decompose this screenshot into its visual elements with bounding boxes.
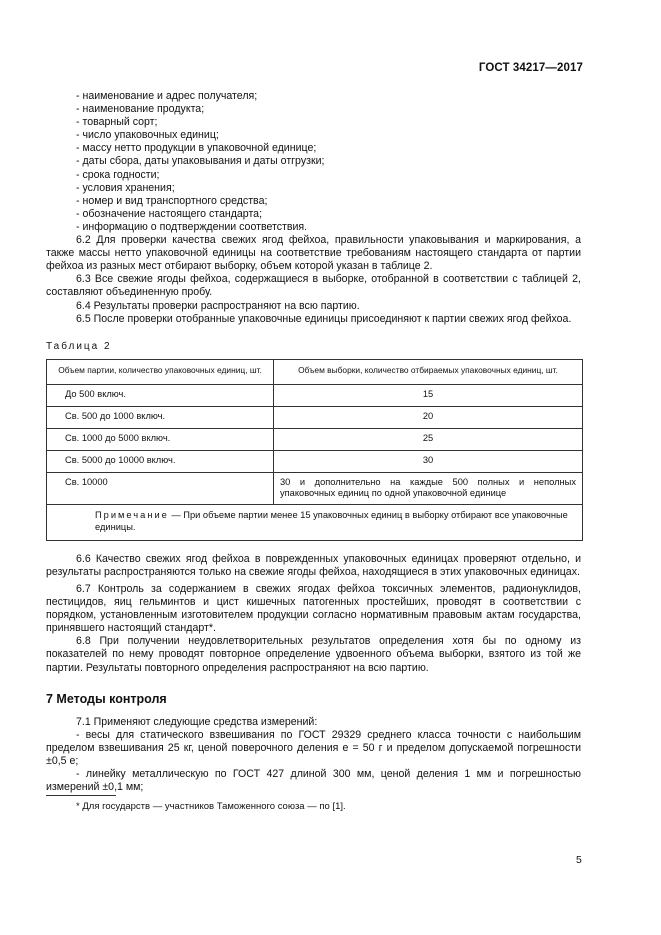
table-cell-sample: 15 [274, 384, 583, 406]
list-item: - наименование и адрес получателя; [76, 90, 258, 102]
list-item: - наименование продукта; [76, 103, 205, 116]
table-note-label: Примечание [95, 510, 169, 521]
paragraph-ruler: - линейку металлическую по ГОСТ 427 длиной 300 мм, ценой деления 1 мм и погрешностью измерений ±0,1 мм; [46, 768, 581, 794]
table-cell-lot: До 500 включ. [47, 384, 274, 406]
table-cell-lot: Св. 5000 до 10000 включ. [47, 450, 274, 472]
table-caption: Таблица 2 [46, 340, 112, 352]
table-note-text: — При объеме партии менее 15 упаковочных единиц в выборку отбирают все упаковочные единицы. [95, 510, 568, 532]
table-cell-sample: 20 [274, 406, 583, 428]
paragraph-6-3: 6.3 Все свежие ягоды фейхоа, содержащиеся в выборке, отобранной в соответствии с таблицей 2, составляют объединенную пробу. [46, 273, 581, 299]
paragraphs-control [46, 553, 581, 675]
paragraph-6-2: 6.2 Для проверки качества свежих ягод фейхоа, правильности упаковывания и маркирования, а также массы нетто упаковочной единицы на соответствие требованиям настоящего стандарта от партии фейхоа из разных мест отбирают выборку, объем которой указан в таблице 2. [46, 234, 581, 273]
section-title: 7 Методы контроля [46, 691, 167, 706]
page-content [46, 90, 581, 794]
paragraph-scales: - весы для статического взвешивания по ГОСТ 29329 среднего класса точности с наибольшим пределом взвешивания 25 кг, ценой поверочного деления е = 50 г и пределом допускаемой погрешности ±0,5 е; [46, 728, 581, 767]
sampling-table [46, 359, 583, 541]
table-note-row [47, 505, 583, 541]
document-id-header: ГОСТ 34217—2017 [478, 62, 583, 74]
list-item: - срока годности; [76, 168, 160, 181]
table-header-row [47, 359, 583, 384]
paragraphs-sampling [46, 234, 581, 326]
list-item: - номер и вид транспортного средства; [76, 194, 268, 207]
table-cell-sample: 30 [274, 450, 583, 472]
table-cell-sample: 30 и дополнительно на каждые 500 полных и неполных упаковочных единиц по одной упаковочной единице [274, 472, 583, 505]
table-row [47, 406, 583, 428]
footnote: * Для государств — участников Таможенного союза — по [1]. [76, 801, 346, 812]
paragraph-6-7: 6.7 Контроль за содержанием в свежих ягодах фейхоа токсичных элементов, радионуклидов, пестицидов, яиц гельминтов и цист кишечных патогенных простейших, проводят в соответствии с порядком, установленным изготовителем продукции согласно нормативным правовым актам государства, принявшего настоящий стандарт*. [46, 582, 581, 635]
list-item: - товарный сорт; [76, 116, 158, 129]
list-item: - обозначение настоящего стандарта; [76, 207, 263, 220]
paragraph-6-4: 6.4 Результаты проверки распространяют на всю партию. [76, 299, 360, 312]
table-row [47, 450, 583, 472]
list-item: - массу нетто продукции в упаковочной единице; [76, 142, 317, 155]
table-cell-sample: 25 [274, 428, 583, 450]
paragraph-6-5: 6.5 После проверки отобранные упаковочные единицы присоединяют к партии свежих ягод фейхоа. [76, 312, 572, 325]
table-row [47, 384, 583, 406]
table-cell-lot: Св. 10000 [47, 472, 274, 505]
table-header-sample-size: Объем выборки, количество отбираемых упаковочных единиц, шт. [274, 359, 583, 384]
list-item: - число упаковочных единиц; [76, 129, 219, 142]
table-row [47, 472, 583, 505]
marking-list [76, 90, 581, 234]
list-item: - условия хранения; [76, 181, 175, 194]
list-item: - даты сбора, даты упаковывания и даты отгрузки; [76, 155, 325, 168]
table-note [47, 505, 583, 541]
table-cell-lot: Св. 1000 до 5000 включ. [47, 428, 274, 450]
paragraph-7-1: 7.1 Применяют следующие средства измерений: [76, 715, 318, 728]
paragraph-6-6: 6.6 Качество свежих ягод фейхоа в поврежденных упаковочных единицах проверяют отдельно, и результаты распространяются только на свежие ягоды фейхоа, находящиеся в этих упаковочных единицах. [46, 552, 581, 578]
page-number: 5 [576, 854, 582, 866]
table-row [47, 428, 583, 450]
paragraph-6-8: 6.8 При получении неудовлетворительных результатов определения хотя бы по одному из показателей по нему проводят повторное определение удвоенного объема выборки, взятого из той же партии. Результаты повторного определения распространяют на всю партию. [46, 635, 581, 674]
list-item: - информацию о подтверждении соответствия. [76, 220, 308, 233]
footnote-divider [46, 795, 116, 796]
table-cell-lot: Св. 500 до 1000 включ. [47, 406, 274, 428]
paragraphs-methods [46, 716, 581, 795]
table-header-lot-size: Объем партии, количество упаковочных единиц, шт. [47, 359, 274, 384]
